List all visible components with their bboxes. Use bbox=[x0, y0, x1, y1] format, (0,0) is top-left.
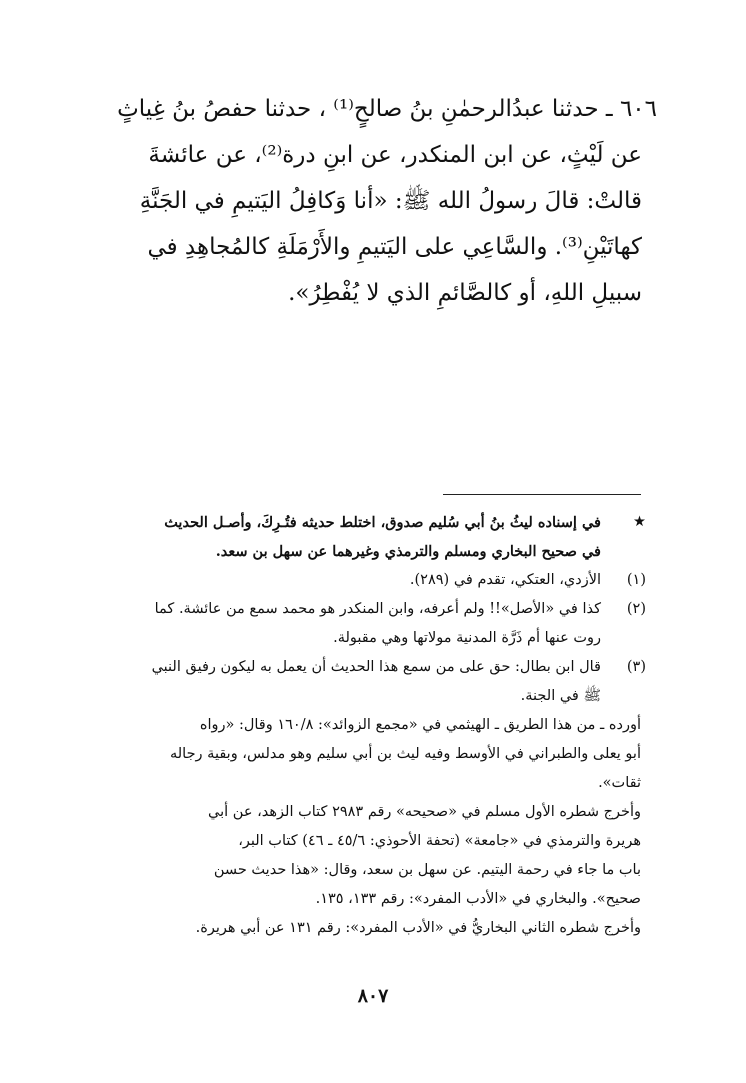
footnote-line: ﷺ في الجنة. bbox=[520, 688, 601, 704]
page-number: ٨٠٧ bbox=[357, 985, 389, 1007]
footnote-line: قال ابن بطال: حق على من سمع هذا الحديث أن يعمل به ليكون رفيق النبي bbox=[151, 659, 601, 675]
takhrij-paragraph bbox=[94, 711, 646, 798]
footnote-text bbox=[94, 508, 601, 566]
footnote-line: الأزدي، العتكي، تقدم في (٢٨٩). bbox=[409, 572, 601, 588]
footnote-text bbox=[94, 595, 601, 653]
takhrij-line: وأخرج شطره الأول مسلم في «صحيحه» رقم ٢٩٨٣ كتاب الزهد، عن أبي bbox=[208, 804, 641, 820]
footnote-line: في إسناده ليثُ بنُ أبي سُليم صدوق، اختلط حديثه فتُـرِكَ، وأصـل الحديث bbox=[164, 514, 601, 531]
takhrij-line: ثقات». bbox=[598, 775, 641, 791]
hadith-line: كهاتَيْنِ⁽³⁾. والسَّاعِي على اليَتيمِ والأَرْمَلَةِ كالمُجاهِدِ في bbox=[147, 234, 642, 260]
footnote-text bbox=[94, 566, 601, 595]
hadith-line: قالتْ: قالَ رسولُ الله ﷺ: «أنا وَكافِلُ اليَتيمِ في الجَنَّةِ bbox=[139, 188, 642, 214]
footnote-separator bbox=[443, 494, 641, 495]
footnote-text bbox=[94, 653, 601, 711]
takhrij-line: باب ما جاء في رحمة اليتيم. عن سهل بن سعد، وقال: «هذا حديث حسن bbox=[213, 862, 641, 878]
hadith-line: عن لَيْثٍ، عن ابن المنكدر، عن ابنِ درة⁽²⁾، عن عائشةَ bbox=[148, 142, 642, 168]
footnote-line: روت عنها أم ذَرَّة المدنية مولاتها وهي مقبولة. bbox=[333, 630, 601, 646]
footnote-number: (٣) bbox=[626, 659, 646, 675]
footnote-number: (١) bbox=[626, 572, 646, 588]
takhrij-line: صحيح». والبخاري في «الأدب المفرد»: رقم ١٣٣، ١٣٥. bbox=[315, 891, 641, 907]
footnote-line: في صحيح البخاري ومسلم والترمذي وغيرهما عن سهل بن سعد. bbox=[215, 543, 601, 560]
hadith-line: ٦٠٦ ـ حدثنا عبدُالرحمٰنِ بنُ صالحٍ⁽¹⁾ ، حدثنا حفصُ بنُ غِياثٍ bbox=[117, 96, 657, 122]
takhrij-line: هريرة والترمذي في «جامعة» (تحفة الأحوذي: ٤٥/٦ ـ ٤٦) كتاب البر، bbox=[238, 833, 641, 849]
hadith-text bbox=[90, 86, 657, 316]
footnote-2 bbox=[94, 595, 646, 653]
takhrij-line: أورده ـ من هذا الطريق ـ الهيثمي في «مجمع الزوائد»: ١٦٠/٨ وقال: «رواه bbox=[199, 717, 641, 733]
footnotes bbox=[94, 508, 646, 943]
footnote-number: (٢) bbox=[626, 601, 646, 617]
footnote-star bbox=[94, 508, 646, 566]
hadith-line: سبيلِ اللهِ، أو كالصَّائمِ الذي لا يُفْطِرُ». bbox=[288, 280, 642, 306]
takhrij-paragraph bbox=[94, 798, 646, 914]
footnote-1 bbox=[94, 566, 646, 595]
takhrij-line: أبو يعلى والطبراني في الأوسط وفيه ليث بن أبي سليم وهو مدلس، وبقية رجاله bbox=[169, 746, 641, 762]
footnote-3 bbox=[94, 653, 646, 711]
footnote-line: كذا في «الأصل»!! ولم أعرفه، وابن المنكدر هو محمد سمع من عائشة. كما bbox=[154, 601, 601, 617]
star-icon: ★ bbox=[633, 514, 646, 530]
takhrij-paragraph bbox=[94, 914, 646, 943]
takhrij-line: وأخرج شطره الثاني البخاريُّ في «الأدب المفرد»: رقم ١٣١ عن أبي هريرة. bbox=[195, 920, 641, 936]
